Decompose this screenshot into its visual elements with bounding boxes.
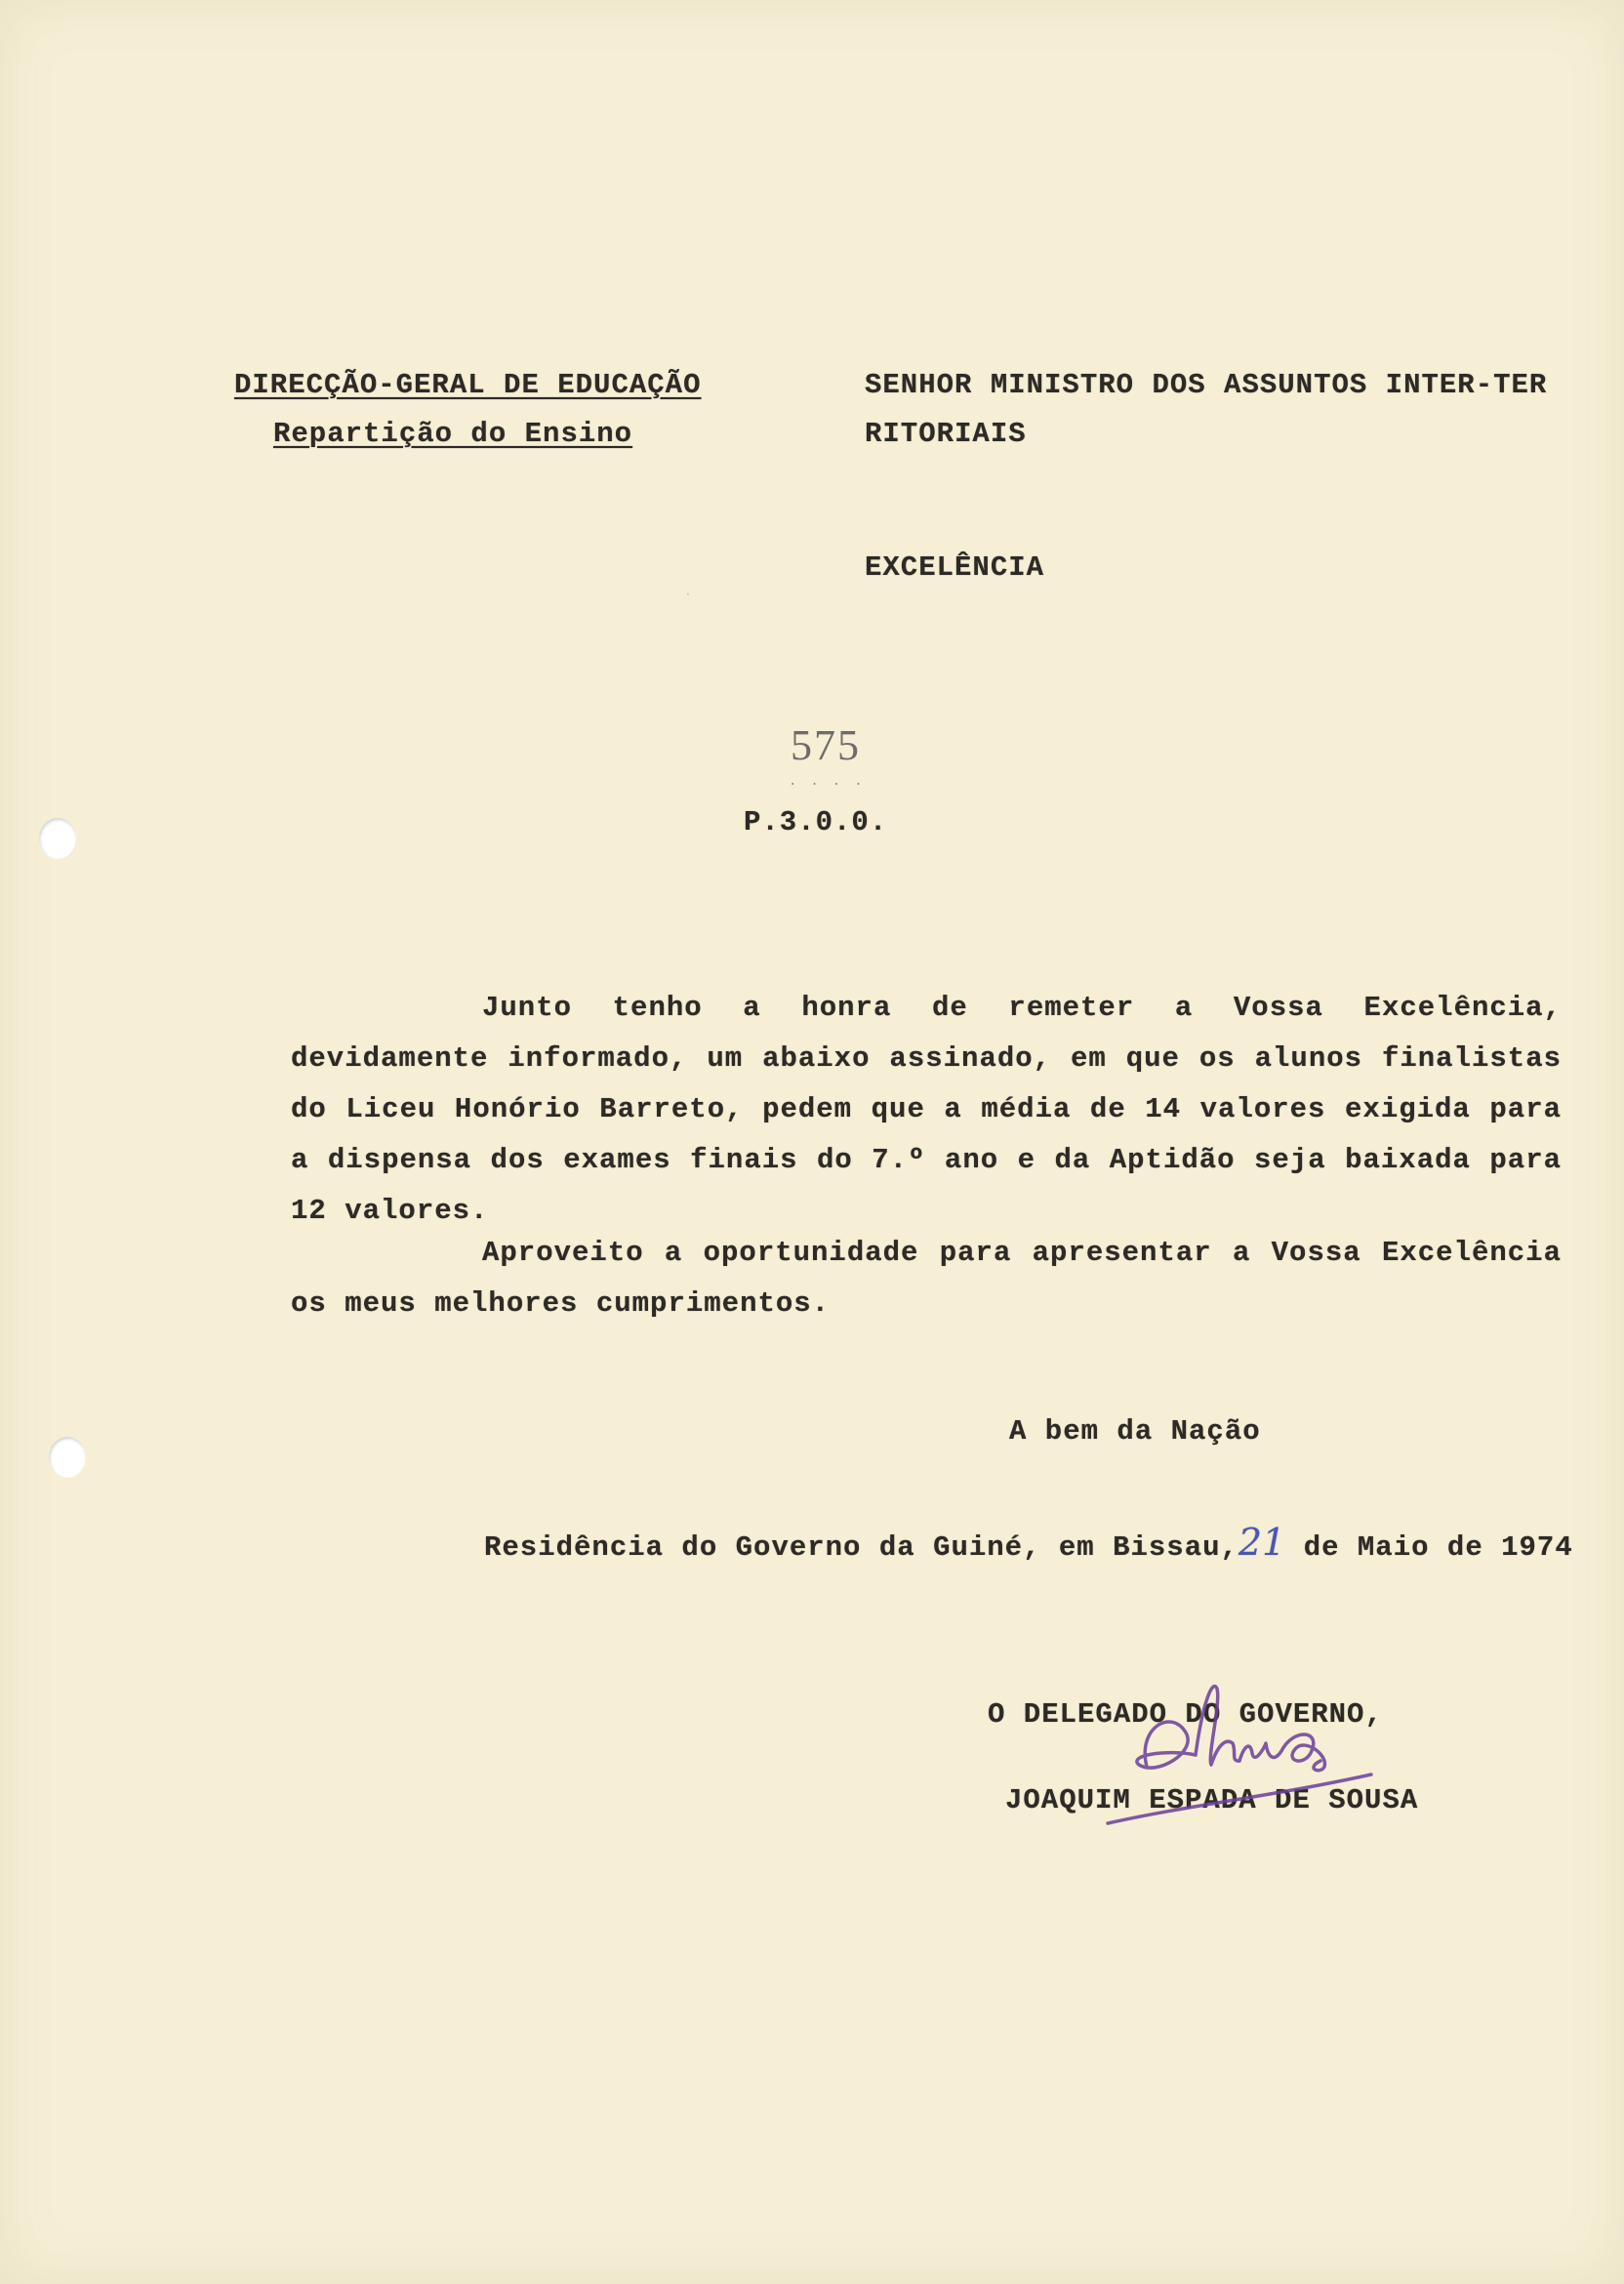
- closing-motto: A bem da Nação: [1009, 1415, 1261, 1448]
- body-paragraph-2: [291, 1228, 1562, 1329]
- stamp-dots: ····: [789, 777, 876, 793]
- punch-hole-top: [39, 818, 76, 859]
- faint-dot: ·: [683, 586, 693, 603]
- punch-hole-bottom: [49, 1437, 86, 1478]
- date-month-year: de Maio de 1974: [1303, 1531, 1573, 1564]
- reference-number: 575: [791, 721, 861, 769]
- handwritten-signature: [1078, 1659, 1391, 1835]
- salutation: EXCELÊNCIA: [865, 551, 1045, 584]
- paragraph-2-text: Aproveito a oportunidade para apresentar a Vossa Excelência os meus melhores cumprimentos.: [291, 1237, 1562, 1320]
- signatory-name: JOAQUIM ESPADA DE SOUSA: [1005, 1784, 1419, 1816]
- paragraph-1-text: Junto tenho a honra de remeter a Vossa Excelência, devidamente informado, um abaixo assinado, em que os alunos finalistas do Liceu Honório Barreto, pedem que a média de 14 valores exigida para a dispensa dos exames finais do 7.º ano e da Aptidão seja baixada para 12 valores.: [291, 992, 1562, 1227]
- reference-code: P.3.0.0.: [744, 806, 888, 838]
- addressee-line-2: RITORIAIS: [865, 418, 1027, 450]
- body-paragraph-1: [291, 983, 1562, 1237]
- handwritten-day: 21: [1238, 1521, 1286, 1564]
- department-heading: DIRECÇÃO-GERAL DE EDUCAÇÃO: [234, 369, 702, 401]
- section-heading: Repartição do Ensino: [273, 418, 633, 450]
- addressee-line-1: SENHOR MINISTRO DOS ASSUNTOS INTER-TER: [865, 369, 1548, 401]
- signatory-title: O DELEGADO DO GOVERNO,: [988, 1698, 1383, 1731]
- date-line: [484, 1521, 1573, 1564]
- date-place: Residência do Governo da Guiné, em Bissau,: [484, 1531, 1238, 1564]
